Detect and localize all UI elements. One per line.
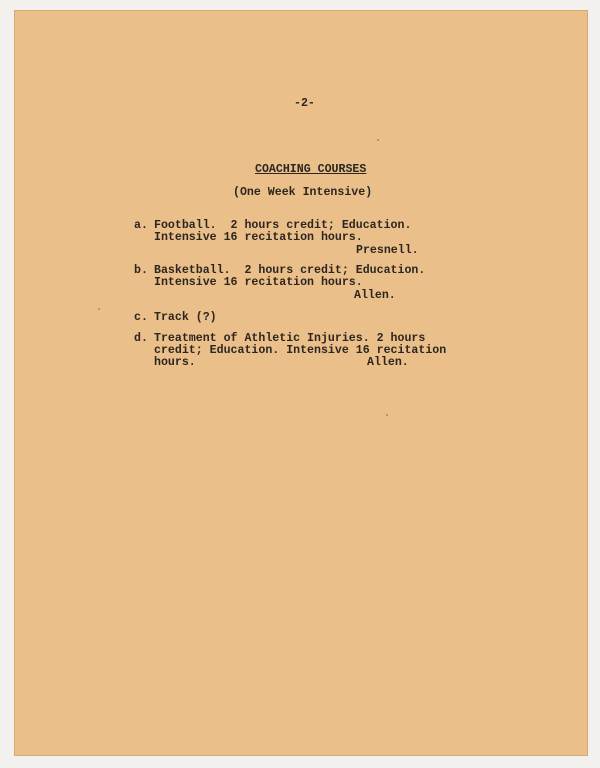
- page-number: -2-: [294, 97, 315, 110]
- course-instructor: Allen.: [354, 289, 396, 302]
- page-title: COACHING COURSES: [255, 163, 367, 176]
- course-instructor: Presnell.: [356, 244, 419, 257]
- course-line: Treatment of Athletic Injuries. 2 hours: [154, 332, 426, 345]
- course-line: Football. 2 hours credit; Education.: [154, 219, 412, 232]
- course-line: hours.: [154, 356, 196, 369]
- page-subtitle: (One Week Intensive): [233, 186, 373, 199]
- course-line: Track (?): [154, 311, 217, 324]
- course-letter: c.: [134, 311, 148, 324]
- paper-speck: [386, 414, 388, 416]
- course-line: credit; Education. Intensive 16 recitation: [154, 344, 447, 357]
- course-line: Basketball. 2 hours credit; Education.: [154, 264, 426, 277]
- course-letter: d.: [134, 332, 148, 345]
- paper-speck: [377, 139, 379, 141]
- document-page: [14, 10, 588, 756]
- course-instructor: Allen.: [367, 356, 409, 369]
- course-letter: a.: [134, 219, 148, 232]
- course-line: Intensive 16 recitation hours.: [154, 276, 363, 289]
- paper-speck: [98, 308, 100, 310]
- course-letter: b.: [134, 264, 148, 277]
- course-line: Intensive 16 recitation hours.: [154, 231, 363, 244]
